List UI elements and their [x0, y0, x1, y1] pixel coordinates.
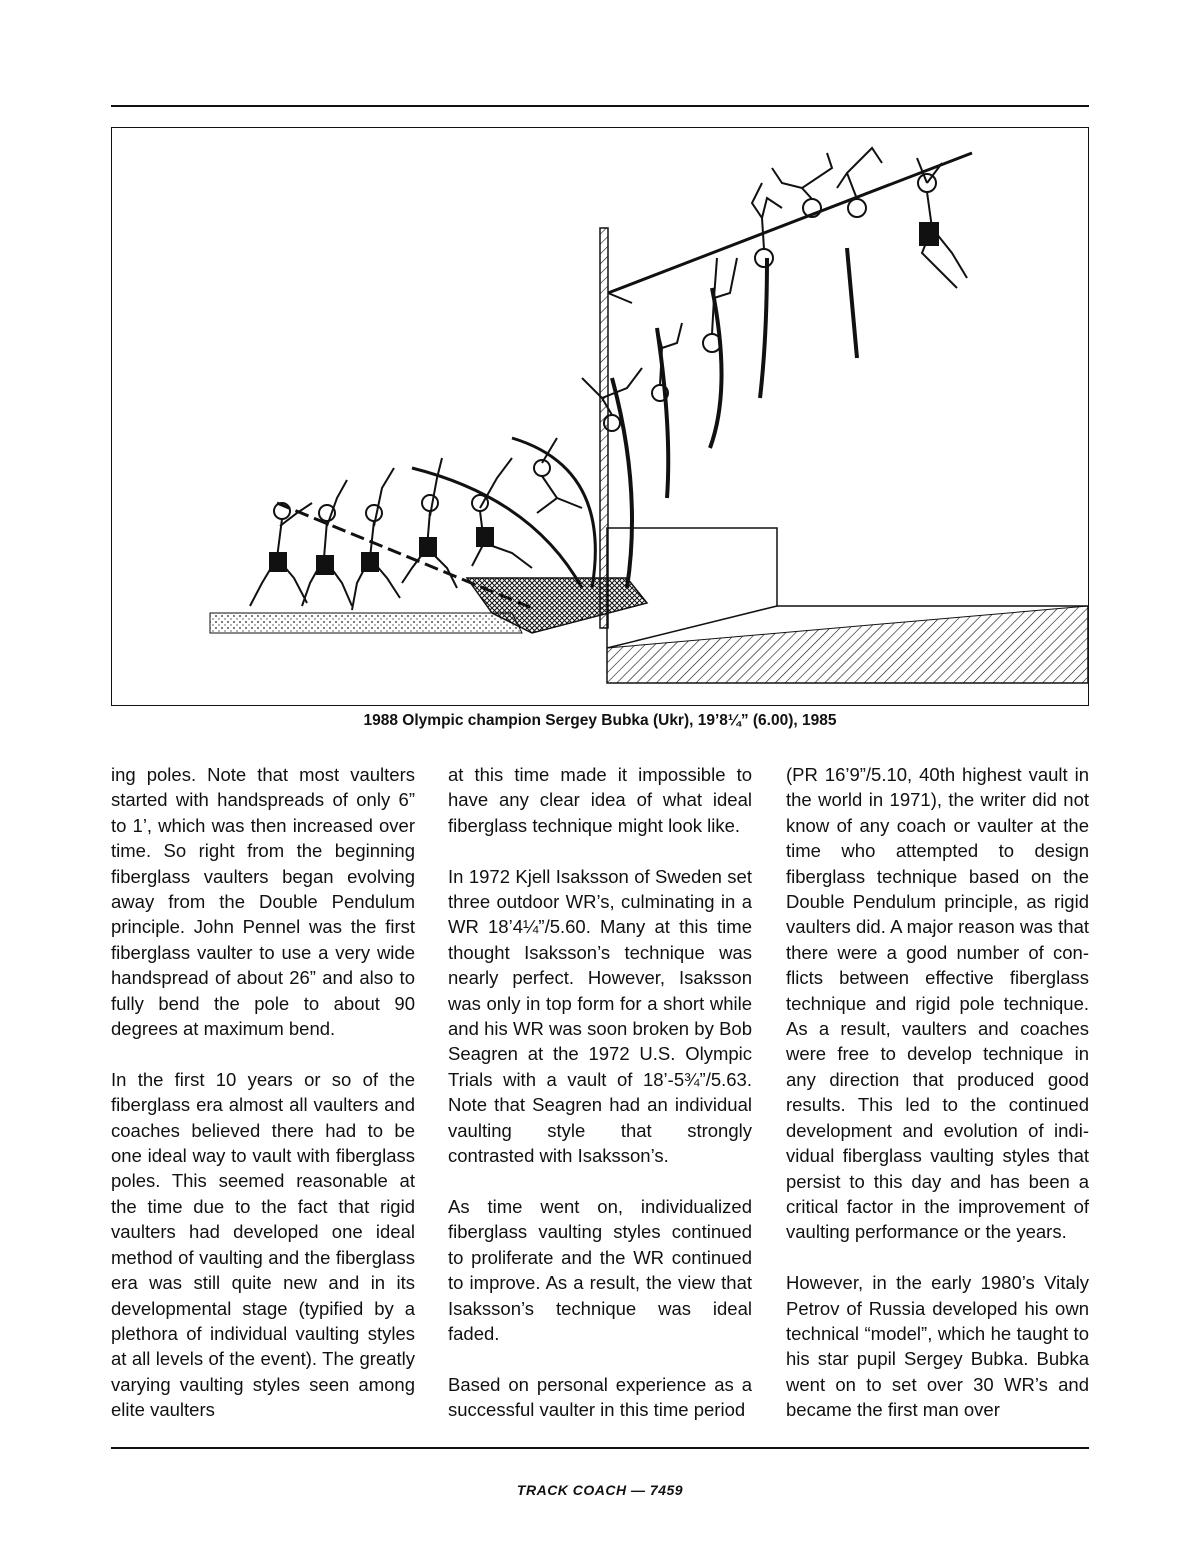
figure	[111, 127, 1089, 706]
paragraph: However, in the early 1980’s Vitaly Petrov of Russia developed his own technical “model”, which he taught to his star pupil Sergey Bubka. Bubka went on to set over 30 WR’s and became the first man over	[786, 1272, 1089, 1421]
figure-caption: 1988 Olympic champion Sergey Bubka (Ukr), 19’8¼” (6.00), 1985	[363, 712, 837, 729]
paragraph: In the first 10 years or so of the fiberglass era almost all vaulters and coaches believed there had to be one ideal way to vault with fiberglass poles. This seemed reasonable at the time due to the fact that rigid vaulters had developed one ideal method of vaulting and the fiberglass era was still quite new and in its developmental stage (typified by a plethora of individual vaulting styles at all levels of the event). The greatly varying vaulting styles seen among elite vaulters	[111, 1068, 415, 1421]
paragraph: As time went on, individualized fiberglass vaulting styles continued to proliferate and the WR continued to improve. As a result, the view that Isaksson’s technique was ideal faded.	[448, 1195, 752, 1344]
paragraph: In 1972 Kjell Isaksson of Sweden set three outdoor WR’s, culminating in a WR 18’4¼”/5.60. Many at this time thought Isaksson’s technique was nearly perfect. However, Isaksson was only in top form for a short while and his WR was soon broken by Bob Seagren at the 1972 U.S. Olympic Trials with a vault of 18’-5¾”/5.63. Note that Seagren had an individual vaulting style that strongly contrasted with Isaksson’s.	[448, 865, 752, 1167]
text-column-3	[786, 762, 1089, 1423]
top-rule	[111, 105, 1089, 107]
paragraph: (PR 16’9”/5.10, 40th highest vault in the world in 1971), the writer did not know of any coach or vaulter at the time who attempted to design fiberglass technique based on the Double Pendulum principle, as rigid vaulters did. A major reason was that there were a good number of conflicts between effective fiberglass technique and rigid pole technique. As a result, vaulters and coaches were free to develop technique in any direction that produced good results. This led to the continued development and evolution of individual fiberglass vaulting styles that persist to this day and has been a critical factor in the improvement of vaulting performance or the years.	[786, 764, 1089, 1243]
text-column-2	[448, 762, 752, 1423]
text-column-1	[111, 762, 415, 1423]
paragraph: Based on personal experience as a successful vaulter in this time period	[448, 1373, 752, 1421]
bottom-rule	[111, 1447, 1089, 1449]
paragraph: at this time made it impossible to have any clear idea of what ideal fiberglass technique might look like.	[448, 764, 752, 836]
paragraph: ing poles. Note that most vaulters started with handspreads of only 6” to 1’, which was then increased over time. So right from the beginning fiberglass vaulters began evolving away from the Double Pendulum principle. John Pennel was the first fiberglass vaulter to use a very wide handspread of about 26” and also to fully bend the pole to about 90 degrees at maximum bend.	[111, 764, 415, 1040]
pole-vault-sequence-illustration	[112, 128, 1088, 705]
page-footer: TRACK COACH — 7459	[516, 1482, 684, 1498]
